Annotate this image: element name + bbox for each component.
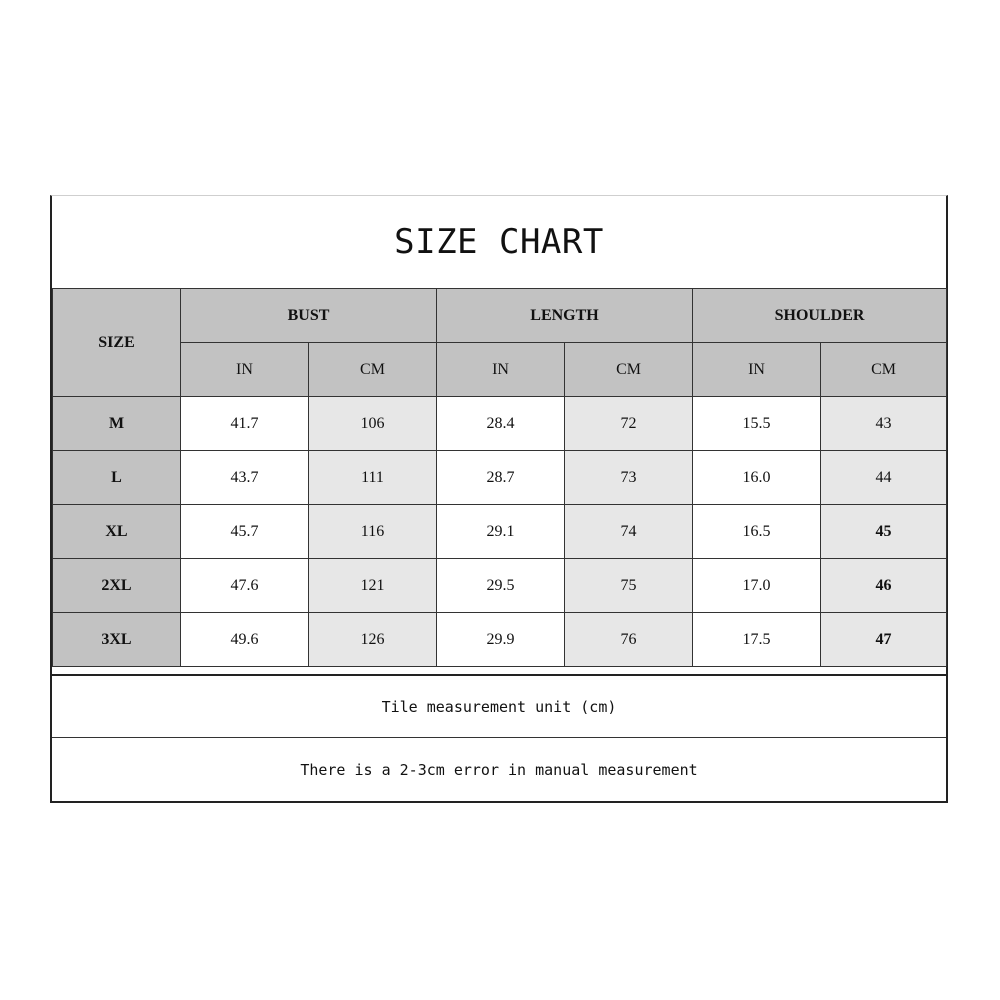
- table-cell: 72: [565, 397, 693, 451]
- error-note: There is a 2-3cm error in manual measurement: [300, 761, 698, 779]
- table-cell: 28.7: [437, 451, 565, 505]
- unit-header: CM: [309, 343, 437, 397]
- table-cell: 74: [565, 505, 693, 559]
- table-cell: 17.5: [693, 613, 821, 667]
- table-cell: 45.7: [181, 505, 309, 559]
- size-label: XL: [53, 505, 181, 559]
- table-cell: 43: [821, 397, 947, 451]
- unit-header: CM: [821, 343, 947, 397]
- unit-header: IN: [693, 343, 821, 397]
- header-row-groups: [53, 289, 947, 343]
- table-cell: 47.6: [181, 559, 309, 613]
- unit-header: CM: [565, 343, 693, 397]
- size-label: L: [53, 451, 181, 505]
- size-chart: [50, 195, 948, 803]
- table-cell: 116: [309, 505, 437, 559]
- table-cell: 29.1: [437, 505, 565, 559]
- size-table: [52, 288, 947, 667]
- shoulder-header: SHOULDER: [693, 289, 947, 343]
- table-cell: 106: [309, 397, 437, 451]
- table-row: [53, 451, 947, 505]
- size-label: 2XL: [53, 559, 181, 613]
- table-row: [53, 397, 947, 451]
- table-cell: 76: [565, 613, 693, 667]
- chart-title: SIZE CHART: [394, 222, 604, 262]
- table-cell: 121: [309, 559, 437, 613]
- table-cell: 17.0: [693, 559, 821, 613]
- size-label: M: [53, 397, 181, 451]
- table-cell: 16.0: [693, 451, 821, 505]
- table-cell: 75: [565, 559, 693, 613]
- table-row: [53, 613, 947, 667]
- table-cell: 47: [821, 613, 947, 667]
- table-cell: 126: [309, 613, 437, 667]
- table-cell: 28.4: [437, 397, 565, 451]
- table-cell: 43.7: [181, 451, 309, 505]
- header-row-units: [53, 343, 947, 397]
- table-cell: 29.9: [437, 613, 565, 667]
- length-header: LENGTH: [437, 289, 693, 343]
- table-cell: 45: [821, 505, 947, 559]
- table-cell: 49.6: [181, 613, 309, 667]
- table-cell: 111: [309, 451, 437, 505]
- table-cell: 41.7: [181, 397, 309, 451]
- table-cell: 15.5: [693, 397, 821, 451]
- size-header: SIZE: [53, 289, 181, 397]
- size-label: 3XL: [53, 613, 181, 667]
- table-row: [53, 505, 947, 559]
- bust-header: BUST: [181, 289, 437, 343]
- table-cell: 29.5: [437, 559, 565, 613]
- unit-note: Tile measurement unit (cm): [52, 674, 946, 738]
- table-cell: 44: [821, 451, 947, 505]
- unit-header: IN: [181, 343, 309, 397]
- table-cell: 73: [565, 451, 693, 505]
- unit-header: IN: [437, 343, 565, 397]
- table-cell: 46: [821, 559, 947, 613]
- table-row: [53, 559, 947, 613]
- table-cell: 16.5: [693, 505, 821, 559]
